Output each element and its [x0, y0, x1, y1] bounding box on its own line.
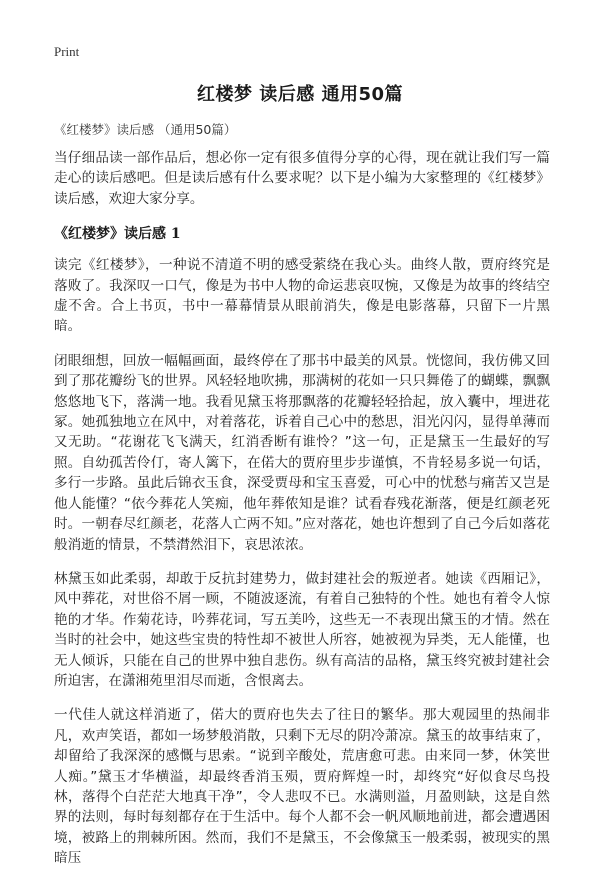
page-title: 红楼梦 读后感 通用50篇 [196, 84, 404, 105]
page-subtitle: 《红楼梦》读后感 （通用50篇） [54, 122, 237, 137]
article-body [54, 148, 550, 883]
print-link[interactable]: Print [54, 44, 80, 59]
intro-paragraph: 当仔细品读一部作品后，想必你一定有很多值得分享的心得，现在就让我们写一篇走心的读后感吧。但是读后感有什么要求呢？以下是小编为大家整理的《红楼梦》读后感，欢迎大家分享。 [54, 150, 550, 207]
section-heading: 《红楼梦》读后感 1 [54, 226, 181, 243]
body-paragraph: 读完《红楼梦》，一种说不清道不明的感受萦绕在我心头。曲终人散，贾府终究是落败了。我深叹一口气，像是为书中人物的命运悲哀叹惋，又像是为故事的终结空虚不舍。合上书页，书中一幕幕情景从眼前消失，像是电影落幕，只留下一片黑暗。 [54, 257, 550, 335]
body-paragraph: 林黛玉如此柔弱，却敢于反抗封建势力，做封建社会的叛逆者。她读《西厢记》，风中葬花，对世俗不屑一顾，不随波逐流，有着自己独特的个性。她也有着令人惊艳的才华。作菊花诗，吟葬花词，写五美吟，这些无一不表现出黛玉的才情。然在当时的社会中，她这些宝贵的特性却不被世人所容，她被视为异类，无人能懂，也无人倾诉，只能在自己的世界中独自悲伤。纵有高洁的品格，黛玉终究被封建社会所迫害，在潇湘苑里泪尽而逝，含恨离去。 [54, 570, 550, 689]
body-paragraph: 一代佳人就这样消逝了，偌大的贾府也失去了往日的繁华。那大观园里的热闹非凡，欢声笑语，都如一场梦般消散，只剩下无尽的阴冷萧凉。黛玉的故事结束了，却留给了我深深的感慨与思索。“说到辛酸处，荒唐愈可悲。由来同一梦，休笑世人痴。”黛玉才华横溢，却最终香消玉殒，贾府辉煌一时，却终究“好似食尽鸟投林，落得个白茫茫大地真干净”，令人悲叹不已。水满则溢，月盈则缺，这是自然界的法则，每时每刻都存在于生活中。每个人都不会一帆风顺地前进，都会遭遇困境，被路上的荆棘所困。然而，我们不是黛玉，不会像黛玉一般柔弱，被现实的黑暗压 [54, 707, 550, 867]
body-paragraph: 闭眼细想，回放一幅幅画面，最终停在了那书中最美的风景。恍惚间，我仿佛又回到了那花瓣纷飞的世界。风轻轻地吹拂，那满树的花如一只只舞倦了的蝴蝶，飘飘悠悠地飞下，落满一地。我看见黛玉将那飘落的花瓣轻轻拾起，放入囊中，埋进花冢。她孤独地立在风中，对着落花，诉着自己心中的愁思，泪光闪闪，显得单薄而又无助。“花谢花飞飞满天，红消香断有谁怜？”这一句，正是黛玉一生最好的写照。自幼孤苦伶仃，寄人篱下，在偌大的贾府里步步谨慎，不肯轻易多说一句话，多行一步路。虽此后锦衣玉食，深受贾母和宝玉喜爱，可心中的忧愁与痛苦又岂是他人能懂？“依今葬花人笑痴，他年葬侬知是谁？试看春残花渐落，便是红颜老死时。一朝春尽红颜老，花落人亡两不知。”应对落花，她也许想到了自己今后如落花般消逝的情景，不禁潸然泪下，哀思浓浓。 [54, 352, 550, 553]
